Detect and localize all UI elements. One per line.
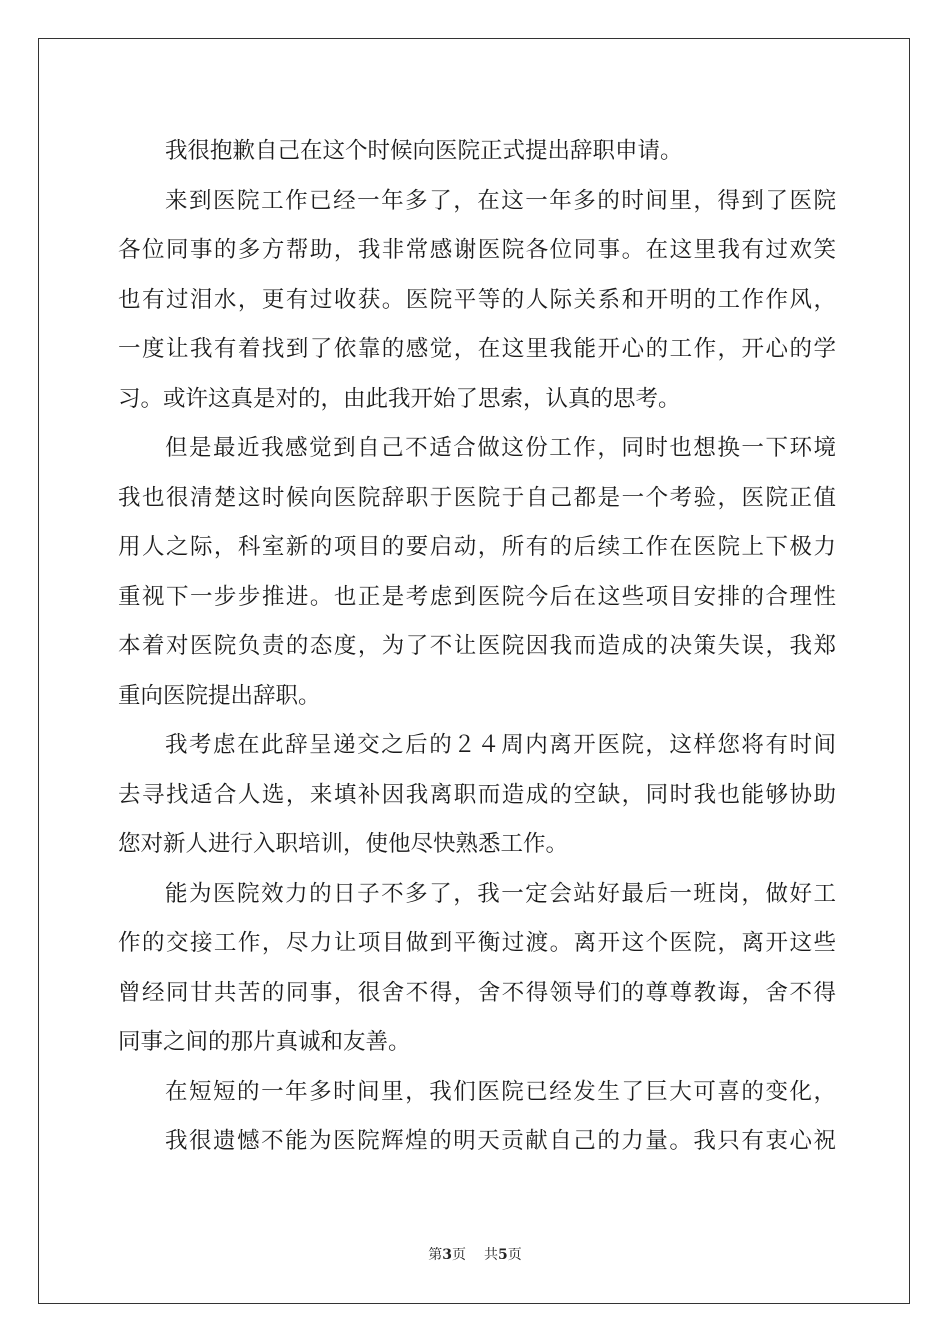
page-unit: 页 [452, 1247, 466, 1263]
text-line: 重视下一步步推进。也正是考虑到医院今后在这些项目安排的合理性 [118, 583, 836, 610]
total-unit: 页 [507, 1247, 522, 1263]
page-number-footer [0, 1244, 950, 1264]
text-line: 您对新人进行入职培训，使他尽快熟悉工作。 [118, 831, 569, 857]
page-current: 3 [442, 1247, 452, 1263]
text-line: 曾经同甘共苦的同事，很舍不得，舍不得领导们的尊尊教诲，舍不得 [118, 979, 836, 1006]
text-line: 我很遗憾不能为医院辉煌的明天贡献自己的力量。我只有衷心祝 [165, 1128, 836, 1154]
text-line: 去寻找适合人选，来填补因我离职而造成的空缺，同时我也能够协助 [118, 781, 836, 808]
text-line: 一度让我有着找到了依靠的感觉，在这里我能开心的工作，开心的学 [118, 336, 836, 362]
text-line: 但是最近我感觉到自己不适合做这份工作，同时也想换一下环境 [165, 435, 836, 461]
page-prefix: 第 [428, 1247, 443, 1263]
page-total: 5 [498, 1247, 508, 1263]
text-line: 来到医院工作已经一年多了，在这一年多的时间里，得到了医院 [165, 187, 836, 214]
text-line: 也有过泪水，更有过收获。医院平等的人际关系和开明的工作作风， [118, 286, 836, 313]
text-line: 能为医院效力的日子不多了，我一定会站好最后一班岗，做好工 [165, 880, 836, 907]
text-line: 各位同事的多方帮助，我非常感谢医院各位同事。在这里我有过欢笑 [118, 237, 836, 263]
text-line: 用人之际，科室新的项目的要启动，所有的后续工作在医院上下极力 [118, 534, 836, 560]
total-prefix: 共 [484, 1247, 498, 1263]
text-line: 习。或许这真是对的，由此我开始了思索，认真的思考。 [118, 385, 681, 412]
text-line: 同事之间的那片真诚和友善。 [118, 1029, 411, 1055]
text-line: 本着对医院负责的态度，为了不让医院因我而造成的决策失误，我郑 [118, 633, 836, 659]
text-line: 重向医院提出辞职。 [118, 682, 321, 709]
text-line: 在短短的一年多时间里，我们医院已经发生了巨大可喜的变化， [165, 1078, 836, 1105]
text-line: 我也很清楚这时候向医院辞职于医院于自己都是一个考验，医院正值 [118, 484, 836, 511]
letter-body [118, 127, 836, 1167]
text-line: 我考虑在此辞呈递交之后的２４周内离开医院，这样您将有时间 [165, 732, 836, 758]
text-line: 我很抱歉自己在这个时候向医院正式提出辞职申请。 [165, 138, 683, 164]
text-line: 作的交接工作，尽力让项目做到平衡过渡。离开这个医院，离开这些 [118, 930, 836, 956]
